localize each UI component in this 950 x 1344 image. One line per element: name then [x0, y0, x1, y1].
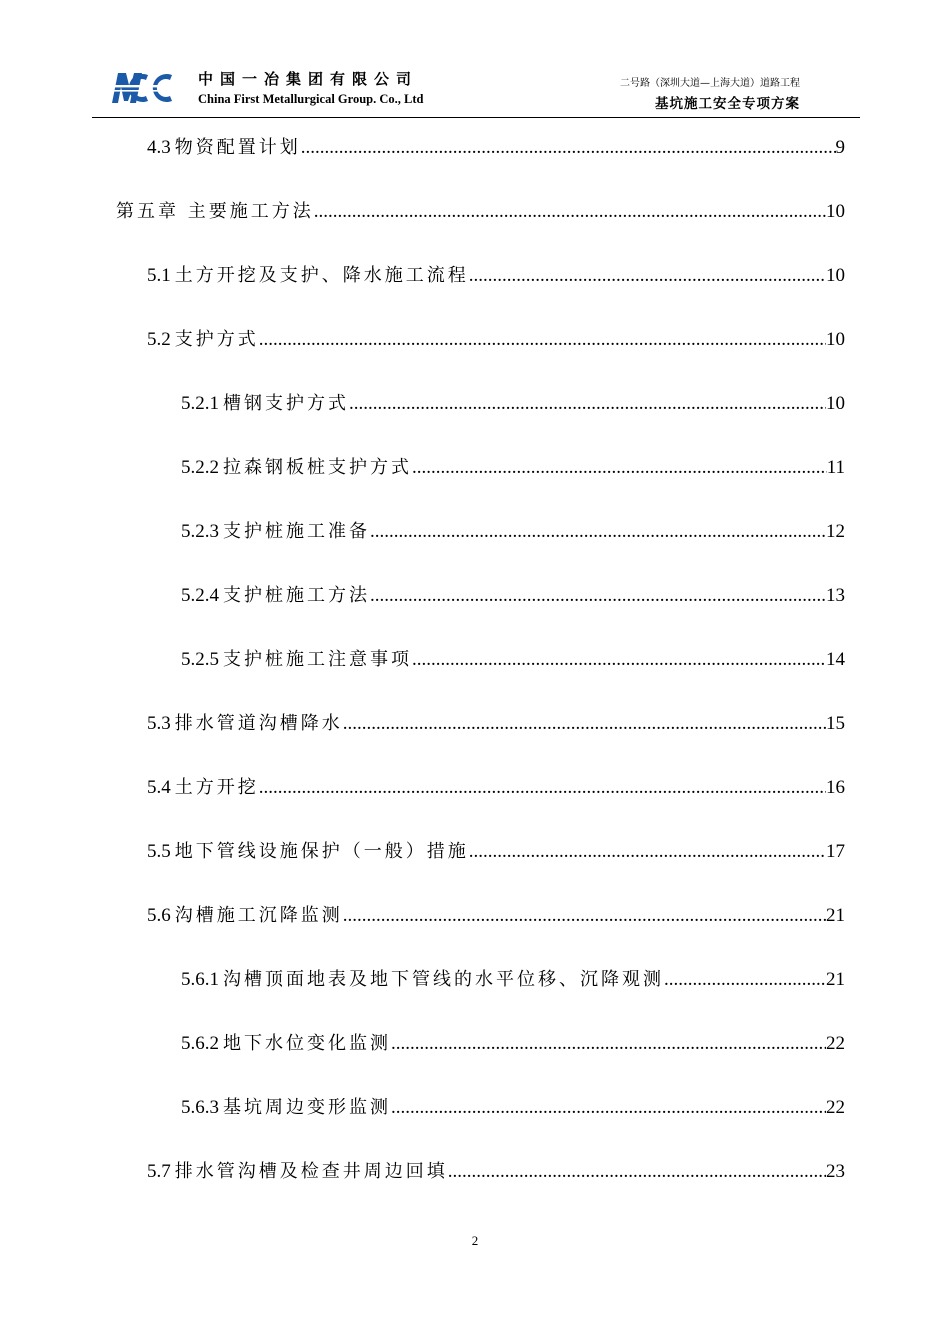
toc-entry-page: 11: [826, 457, 845, 478]
company-block: [198, 68, 423, 107]
toc-entry[interactable]: [147, 261, 845, 289]
toc-entry-number: 5.4: [147, 777, 171, 798]
toc-entry-page: 22: [826, 1097, 845, 1118]
mcc-logo-icon: [110, 63, 176, 107]
toc-entry-number: 5.6.3: [181, 1097, 219, 1118]
toc-entry-page: 21: [826, 905, 845, 926]
toc-dot-leader: [370, 521, 826, 543]
toc-entry-number: 5.2.4: [181, 585, 219, 606]
toc-entry[interactable]: [116, 197, 845, 225]
toc-entry-title: 排水管道沟槽降水: [174, 713, 343, 734]
toc-entry-title: 物资配置计划: [174, 137, 301, 158]
toc-entry-page: 13: [826, 585, 845, 606]
toc-entry-title: 支护桩施工方法: [223, 585, 370, 606]
toc-entry-page: 22: [826, 1033, 845, 1054]
toc-entry-title: 支护桩施工注意事项: [223, 649, 412, 670]
toc-entry-page: 21: [826, 969, 845, 990]
toc-entry-title: 第五章 主要施工方法: [116, 201, 314, 222]
toc-entry-number: 5.5: [147, 841, 171, 862]
toc-dot-leader: [343, 905, 826, 927]
toc-entry-number: 5.2: [147, 329, 171, 350]
toc-entry-page: 23: [826, 1161, 845, 1182]
project-block: [620, 74, 800, 112]
toc-entry-number: 5.7: [147, 1161, 171, 1182]
toc-dot-leader: [448, 1161, 826, 1183]
page-number: 2: [471, 1233, 479, 1248]
toc-dot-leader: [343, 713, 826, 735]
toc-dot-leader: [469, 841, 826, 863]
toc-entry-number: 5.6: [147, 905, 171, 926]
toc-entry[interactable]: [181, 965, 845, 993]
page-header: [0, 0, 950, 120]
toc-entry[interactable]: [147, 325, 845, 353]
toc-entry-number: 5.2.2: [181, 457, 219, 478]
toc-entry-page: 10: [826, 329, 845, 350]
toc-dot-leader: [391, 1033, 826, 1055]
toc-entry-number: 5.6.1: [181, 969, 219, 990]
toc-entry[interactable]: [147, 901, 845, 929]
toc-entry[interactable]: [181, 389, 845, 417]
project-name: 二号路（深圳大道—上海大道）道路工程: [620, 78, 800, 89]
toc-entry-page: 15: [826, 713, 845, 734]
toc-dot-leader: [259, 329, 826, 351]
toc-entry-title: 支护桩施工准备: [223, 521, 370, 542]
toc-entry-page: 10: [826, 393, 845, 414]
toc-entry[interactable]: [181, 453, 845, 481]
toc-entry-title: 排水管沟槽及检查井周边回填: [174, 1161, 448, 1182]
toc-entry-number: 5.1: [147, 265, 171, 286]
toc-entry-page: 14: [826, 649, 845, 670]
toc-entry[interactable]: [181, 1093, 845, 1121]
toc-entry-number: 5.6.2: [181, 1033, 219, 1054]
toc-entry[interactable]: [181, 1029, 845, 1057]
toc-dot-leader: [391, 1097, 826, 1119]
toc-entry-title: 拉森钢板桩支护方式: [223, 457, 412, 478]
toc-entry-number: 5.2.5: [181, 649, 219, 670]
toc-dot-leader: [412, 649, 826, 671]
toc-entry-page: 12: [826, 521, 845, 542]
toc-entry-page: 10: [826, 265, 845, 286]
toc-entry[interactable]: [147, 709, 845, 737]
toc-entry[interactable]: [181, 645, 845, 673]
toc-dot-leader: [349, 393, 826, 415]
toc-entry-title: 沟槽顶面地表及地下管线的水平位移、沉降观测: [223, 969, 664, 990]
toc-entry[interactable]: [181, 517, 845, 545]
document-title: 基坑施工安全专项方案: [655, 96, 800, 112]
toc-entry-page: 17: [826, 841, 845, 862]
toc-dot-leader: [664, 969, 826, 991]
toc-entry-title: 槽钢支护方式: [223, 393, 349, 414]
toc-dot-leader: [259, 777, 826, 799]
header-divider: [92, 117, 860, 118]
company-name-cn: 中国一冶集团有限公司: [198, 70, 419, 88]
toc-entry-page: 10: [826, 201, 845, 222]
toc-entry-title: 土方开挖: [174, 777, 259, 798]
toc-entry-page: 16: [826, 777, 845, 798]
toc-entry-number: 5.3: [147, 713, 171, 734]
toc-dot-leader: [412, 457, 827, 479]
toc-entry-title: 基坑周边变形监测: [223, 1097, 391, 1118]
toc-dot-leader: [370, 585, 826, 607]
toc-entry-number: 4.3: [147, 137, 171, 158]
toc-entry-title: 土方开挖及支护、降水施工流程: [174, 265, 469, 286]
toc-dot-leader: [314, 201, 826, 223]
toc-entry-title: 支护方式: [174, 329, 259, 350]
toc-entry-title: 地下管线设施保护（一般）措施: [174, 841, 469, 862]
toc-entry-title: 沟槽施工沉降监测: [174, 905, 343, 926]
toc-entry[interactable]: [147, 1157, 845, 1185]
toc-entry-page: 9: [835, 137, 845, 158]
toc-entry[interactable]: [147, 133, 845, 161]
toc-dot-leader: [469, 265, 826, 287]
toc-entry[interactable]: [181, 581, 845, 609]
toc-entry-title: 地下水位变化监测: [223, 1033, 391, 1054]
toc-entry-number: 5.2.3: [181, 521, 219, 542]
company-name-en: China First Metallurgical Group. Co., Ltd: [198, 92, 424, 106]
toc-entry[interactable]: [147, 773, 845, 801]
toc-dot-leader: [301, 137, 836, 159]
toc-entry-number: 5.2.1: [181, 393, 219, 414]
toc-entry[interactable]: [147, 837, 845, 865]
